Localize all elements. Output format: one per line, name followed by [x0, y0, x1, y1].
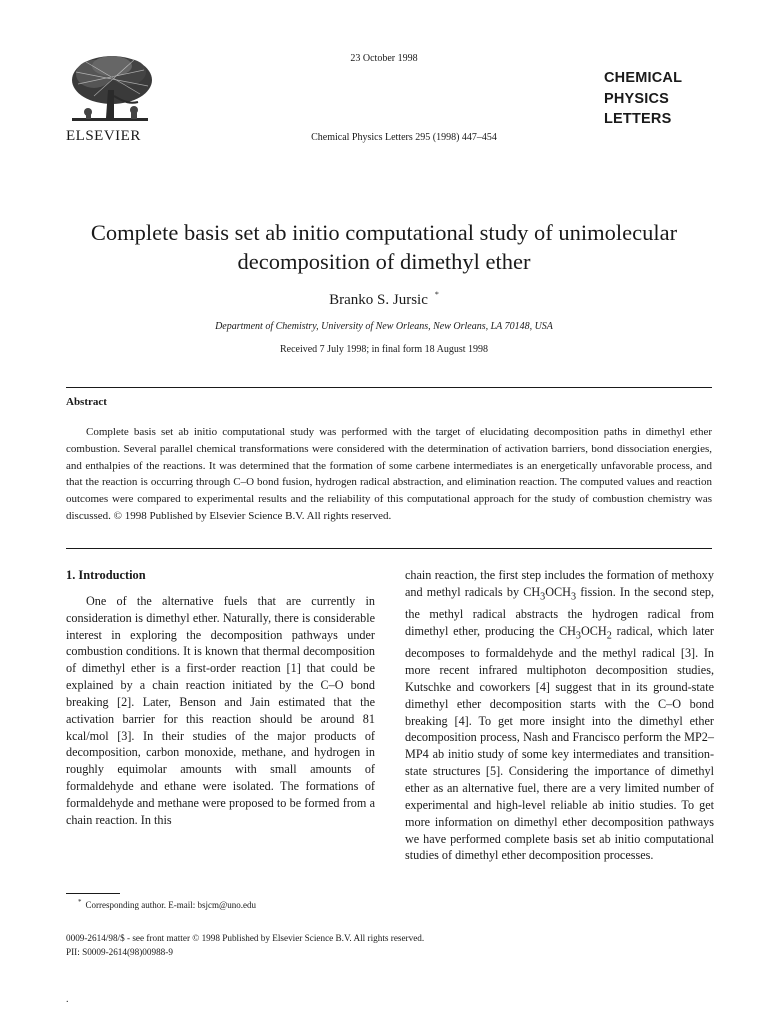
journal-name — [604, 68, 734, 130]
footnote — [66, 898, 256, 910]
corresponding-author-mark[interactable]: * — [434, 290, 439, 299]
abstract-heading: Abstract — [66, 396, 107, 408]
issue-date: 23 October 1998 — [350, 53, 418, 64]
footnote-rule — [66, 893, 120, 894]
received-dates: Received 7 July 1998; in final form 18 August 1998 — [279, 344, 489, 355]
section-heading: 1. Introduction — [66, 568, 146, 582]
publisher-name: ELSEVIER — [66, 128, 141, 144]
journal-name-line: PHYSICS — [604, 90, 670, 107]
footnote-mark: * — [78, 898, 82, 906]
article-title — [60, 218, 708, 276]
abstract-top-rule — [66, 387, 712, 388]
subscript: 3 — [540, 591, 546, 603]
journal-citation: Chemical Physics Letters 295 (1998) 447–454 — [311, 132, 497, 143]
pii-line: PII: S0009-2614(98)00988-9 — [66, 947, 173, 957]
author-name — [0, 290, 768, 309]
abstract-bottom-rule — [66, 548, 712, 549]
journal-name-line: CHEMICAL — [604, 70, 683, 86]
journal-name-line: LETTERS — [604, 111, 672, 127]
page-dot: . — [66, 994, 69, 1005]
intro-paragraph-right — [405, 567, 714, 864]
text-run: chain reaction, the first step includes the formation of methoxy and methyl radicals by CH — [405, 568, 714, 599]
subscript: 2 — [606, 630, 612, 642]
elsevier-tree-logo-icon — [64, 52, 156, 132]
right-column — [405, 567, 714, 864]
article-title-line: Complete basis set ab initio computational study of unimolecular — [90, 220, 678, 245]
author-name-text: Branko S. Jursic — [329, 292, 428, 308]
text-run: OCH — [580, 623, 607, 638]
subscript: 3 — [570, 591, 577, 603]
author-affiliation: Department of Chemistry, University of New Orleans, New Orleans, LA 70148, USA — [215, 321, 553, 332]
intro-paragraph-left: One of the alternative fuels that are currently in consideration is dimethyl ether. Naturally, there is considerable interest in exploring the decomposition pathways under combustion conditions. It is known that thermal decomposition of dimethyl ether is a first-order reaction [1] that could be explained by a chain reaction initiated by the C–O bond breaking [2]. Later, Benson and Jain estimated that the activation barrier for this reaction should be around 81 kcal/mol [3]. In their studies of the major products of decomposition, carbon monoxide, methane, and hydrogen in roughly equimolar amounts with small amounts of formaldehyde and ethane were isolated. The formations of formaldehyde and methane were proposed to be formed from a chain reaction. In this — [66, 593, 375, 827]
article-title-line: decomposition of dimethyl ether — [237, 249, 531, 274]
footnote-text: Corresponding author. E-mail: bsjcm@uno.edu — [85, 900, 257, 910]
text-run: fission. In the second step, the methyl radical abstracts the hydrogen radical from dimethyl ether, producing the CH — [405, 584, 714, 638]
left-column — [66, 567, 375, 829]
subscript: 3 — [575, 630, 581, 642]
text-run: radical, which later decomposes to formaldehyde and the methyl radical [3]. In more recent infrared multiphoton decomposition studies, Kutschke and coworkers [4] suggest that in its ground-state dimethyl ether decomposition starts with the C–O bond breaking [4]. To get more insight into the dimethyl ether decomposition process, Nash and Francisco perform the MP2–MP4 ab initio study of some key intermediates and transition-state structures [5]. Considering the importance of dimethyl ether as an alternative fuel, there are a very limited number of experimental and high-level reliable ab initio studies. To get more information on dimethyl ether decomposition pathways we have performed complete basis set ab initio computational studies of dimethyl ether decomposition processes. — [405, 623, 714, 863]
abstract-text: Complete basis set ab initio computational study was performed with the target of elucidating decomposition paths in dimethyl ether combustion. Several parallel chemical transformations were considered with the determination of activation barriers, bond dissociation energies, and enthalpies of the reactions. It was determined that the formation of some carbene intermediates is an energetically unfavorable process, and that the reaction is occurring through C–O bond fusion, hydrogen radical abstraction, and elimination reaction. The computed values and reaction outcomes were compared to experimental results and the reliability of this computational approach for the study of combustion chemistry was discussed. © 1998 Published by Elsevier Science B.V. All rights reserved. — [66, 426, 712, 522]
text-run: OCH — [545, 584, 571, 599]
copyright-line: 0009-2614/98/$ - see front matter © 1998 Published by Elsevier Science B.V. All rights reserved. — [66, 933, 425, 943]
